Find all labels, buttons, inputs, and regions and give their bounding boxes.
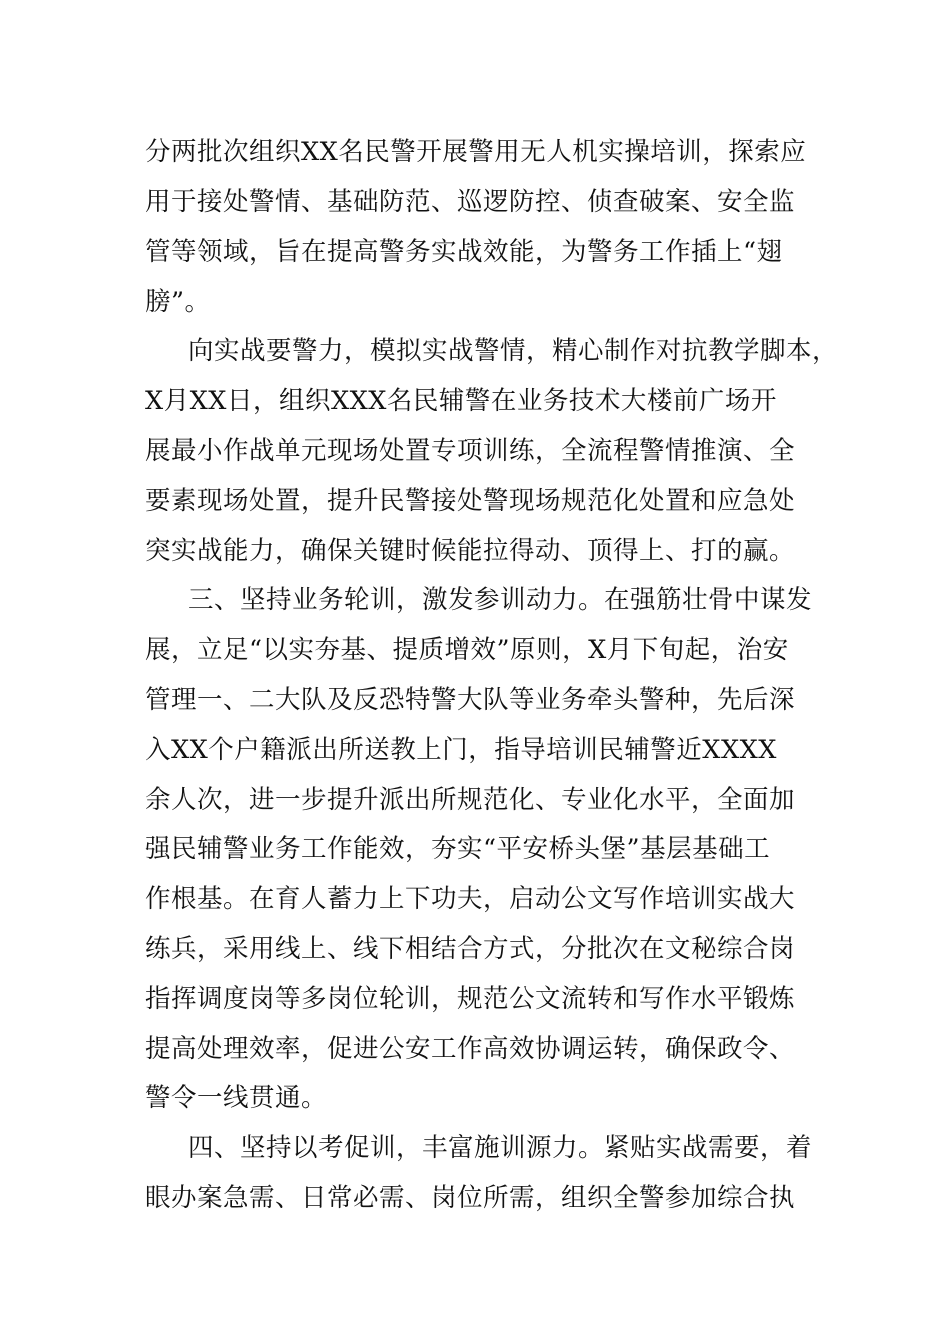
text-line: 膀”。 <box>145 287 211 317</box>
text-line: X月XX日，组织XXX名民辅警在业务技术大楼前广场开 <box>145 386 777 416</box>
text-line: 指挥调度岗等多岗位轮训，规范公文流转和写作水平锻炼 <box>145 984 796 1014</box>
text-line: 展，立足“以实夯基、提质增效”原则，X月下旬起，治安 <box>145 635 789 665</box>
text-line: 入XX个户籍派出所送教上门，指导培训民辅警近XXXX <box>145 735 777 765</box>
paragraph-first-line: 四、坚持以考促训，丰富施训源力。紧贴实战需要，着 <box>188 1133 813 1163</box>
text-line: 用于接处警情、基础防范、巡逻防控、侦查破案、安全监 <box>145 187 796 217</box>
text-line: 分两批次组织XX名民警开展警用无人机实操培训，探索应 <box>145 137 807 167</box>
text-line: 突实战能力，确保关键时候能拉得动、顶得上、打的赢。 <box>145 536 796 566</box>
text-line: 展最小作战单元现场处置专项训练，全流程警情推演、全 <box>145 436 796 466</box>
text-line: 要素现场处置，提升民警接处警现场规范化处置和应急处 <box>145 486 796 516</box>
text-line: 警令一线贯通。 <box>145 1083 328 1113</box>
text-line: 眼办案急需、日常必需、岗位所需，组织全警参加综合执 <box>145 1183 796 1213</box>
paragraph-first-line: 向实战要警力，模拟实战警情，精心制作对抗教学脚本， <box>188 336 839 366</box>
text-line: 练兵，采用线上、线下相结合方式，分批次在文秘综合岗 <box>145 934 796 964</box>
text-line: 管等领域，旨在提高警务实战效能，为警务工作插上“翅 <box>145 237 783 267</box>
text-line: 提高处理效率，促进公安工作高效协调运转，确保政令、 <box>145 1034 796 1064</box>
text-line: 强民辅警业务工作能效，夯实“平安桥头堡”基层基础工 <box>145 834 771 864</box>
text-line: 余人次，进一步提升派出所规范化、专业化水平，全面加 <box>145 785 796 815</box>
text-line: 作根基。在育人蓄力上下功夫，启动公文写作培训实战大 <box>145 884 796 914</box>
text-line: 管理一、二大队及反恐特警大队等业务牵头警种，先后深 <box>145 685 796 715</box>
paragraph-first-line: 三、坚持业务轮训，激发参训动力。在强筋壮骨中谋发 <box>188 585 813 615</box>
